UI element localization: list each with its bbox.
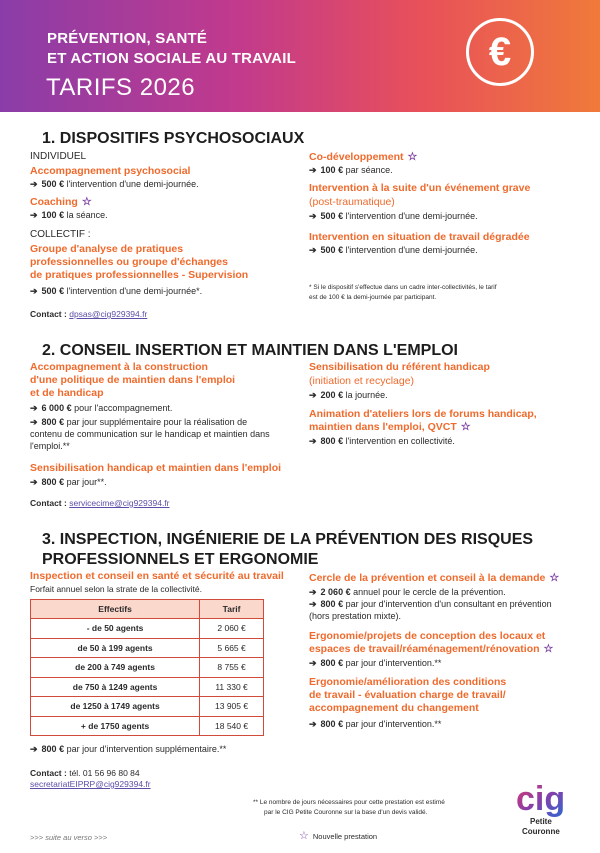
coaching-title: Coaching ☆: [30, 196, 92, 208]
section3-contact-email-line: [30, 779, 151, 790]
header-banner: [0, 0, 600, 112]
section3-contact: Contact : tél. 01 56 96 80 84: [30, 768, 140, 778]
header-title-line2: ET ACTION SOCIALE AU TRAVAIL: [47, 50, 296, 67]
suite-au-verso: >>> suite au verso >>>: [30, 833, 108, 842]
cercle-price2-line2: (hors prestation mixte).: [309, 611, 402, 621]
table-cell-effectifs: + de 1750 agents: [31, 716, 200, 736]
section1-contact: Contact : dpsas@cig929394.fr: [30, 309, 148, 319]
s2-animation-price: ➔ 800 € l'intervention en collectivité.: [309, 436, 455, 446]
s2-sensib-title: Sensibilisation handicap et maintien dans l'emploi: [30, 462, 282, 474]
section2-contact-email[interactable]: servicecime@cig929394.fr: [69, 498, 170, 508]
intgrave-price: ➔ 500 € l'intervention d'une demi-journée.: [309, 211, 478, 221]
table-row: [31, 716, 264, 736]
table-row: [31, 658, 264, 678]
table-row: [31, 697, 264, 717]
s2-accomp-title-line1: Accompagnement à la construction: [30, 361, 208, 373]
intgrave-title: Intervention à la suite d'un événement grave: [309, 182, 531, 194]
groupe-title-line3: de pratiques professionnelles - Supervision: [30, 269, 249, 281]
section2-contact: Contact : servicecime@cig929394.fr: [30, 498, 170, 508]
table-cell-tarif: 2 060 €: [200, 619, 264, 639]
table-row: [31, 619, 264, 639]
section1-title: 1. DISPOSITIFS PSYCHOSOCIAUX: [42, 130, 305, 147]
s2-animation-title-line1: Animation d'ateliers lors de forums handicap,: [309, 408, 537, 420]
s2-accomp-title-line3: et de handicap: [30, 387, 104, 399]
inspection-subtitle: Forfait annuel selon la strate de la collectivité.: [30, 584, 202, 594]
inspection-title: Inspection et conseil en santé et sécurité au travail: [30, 570, 284, 582]
cercle-price2: ➔ 800 € par jour d'intervention d'un consultant en prévention: [309, 599, 552, 609]
s2-animation-title-line2: maintien dans l'emploi, QVCT ☆: [309, 421, 471, 433]
s2-accomp-price2: ➔ 800 € par jour supplémentaire pour la réalisation de: [30, 417, 248, 427]
euro-icon: €: [466, 18, 534, 86]
table-row: [31, 638, 264, 658]
table-cell-tarif: 18 540 €: [200, 716, 264, 736]
footer-note-line1: ** Le nombre de jours nécessaires pour cette prestation est estimé: [253, 799, 445, 806]
table-cell-effectifs: de 200 à 749 agents: [31, 658, 200, 678]
table-cell-effectifs: - de 50 agents: [31, 619, 200, 639]
table-cell-tarif: 13 905 €: [200, 697, 264, 717]
table-header-tarif: Tarif: [200, 600, 264, 619]
section3-contact-email[interactable]: secretariatEIPRP@cig929394.fr: [30, 779, 151, 789]
table-header-effectifs: Effectifs: [31, 600, 200, 619]
table-cell-effectifs: de 50 à 199 agents: [31, 638, 200, 658]
legend: ☆ Nouvelle prestation: [299, 830, 378, 842]
ergo1-title-line2: espaces de travail/réaménagement/rénovation ☆: [309, 643, 554, 655]
cercle-title: Cercle de la prévention et conseil à la demande ☆: [309, 572, 560, 584]
s2-referent-subtitle: (initiation et recyclage): [309, 375, 415, 387]
collectif-label: COLLECTIF :: [30, 229, 91, 240]
ergo2-title-line1: Ergonomie/amélioration des conditions: [309, 676, 507, 688]
table-cell-effectifs: de 1250 à 1749 agents: [31, 697, 200, 717]
table-cell-effectifs: de 750 à 1249 agents: [31, 677, 200, 697]
s2-sensib-price: ➔ 800 € par jour**.: [30, 477, 107, 487]
new-star-icon: ☆: [299, 830, 309, 842]
codev-title: Co-développement ☆: [309, 151, 418, 163]
accomp-psycho-price: ➔ 500 € l'intervention d'une demi-journée.: [30, 179, 199, 189]
header-year: TARIFS 2026: [46, 74, 196, 101]
coaching-price: ➔ 100 € la séance.: [30, 210, 108, 220]
accomp-psycho-title: Accompagnement psychosocial: [30, 165, 191, 177]
table-header-row: [31, 600, 264, 619]
ergo2-price: ➔ 800 € par jour d'intervention.**: [309, 719, 442, 729]
new-star-icon: ☆: [543, 643, 554, 655]
supp-price: ➔ 800 € par jour d'intervention supplémentaire.**: [30, 744, 227, 754]
header-title-line1: PRÉVENTION, SANTÉ: [47, 30, 208, 47]
table-cell-tarif: 5 665 €: [200, 638, 264, 658]
s2-accomp-title-line2: d'une politique de maintien dans l'emploi: [30, 374, 236, 386]
section3-title-line2: PROFESSIONNELS ET ERGONOMIE: [42, 551, 319, 568]
table-cell-tarif: 8 755 €: [200, 658, 264, 678]
cercle-price1: ➔ 2 060 € annuel pour le cercle de la prévention.: [309, 587, 506, 597]
intgrave-subtitle: (post-traumatique): [309, 196, 395, 208]
svg-text:Petite: Petite: [530, 817, 552, 826]
svg-text:cig: cig: [516, 780, 566, 818]
s2-accomp-price1: ➔ 6 000 € pour l'accompagnement.: [30, 403, 173, 413]
footer-note-line2: par le CIG Petite Couronne sur la base d'un devis validé.: [264, 809, 428, 816]
new-star-icon: ☆: [81, 196, 92, 208]
cig-logo: [508, 776, 580, 840]
ergo2-title-line2: de travail - évaluation charge de travail/: [309, 689, 506, 701]
codev-price: ➔ 100 € par séance.: [309, 165, 393, 175]
svg-text:Couronne: Couronne: [522, 827, 560, 836]
section3-title-line1: 3. INSPECTION, INGÉNIERIE DE LA PRÉVENTION DES RISQUES: [42, 531, 534, 548]
section1-contact-email[interactable]: dpsas@cig929394.fr: [69, 309, 148, 319]
section2-title: 2. CONSEIL INSERTION ET MAINTIEN DANS L'EMPLOI: [42, 342, 458, 359]
s2-accomp-price2-line3: l'emploi.**: [30, 441, 70, 451]
groupe-title-line2: professionnelles ou groupe d'échanges: [30, 256, 228, 268]
new-star-icon: ☆: [407, 151, 418, 163]
individuel-label: INDIVIDUEL: [30, 151, 87, 162]
new-star-icon: ☆: [460, 421, 471, 433]
s2-referent-title: Sensibilisation du référent handicap: [309, 361, 490, 373]
new-star-icon: ☆: [549, 572, 560, 584]
s2-referent-price: ➔ 200 € la journée.: [309, 390, 388, 400]
degrade-title: Intervention en situation de travail dégradée: [309, 231, 530, 243]
table-row: [31, 677, 264, 697]
degrade-price: ➔ 500 € l'intervention d'une demi-journée.: [309, 245, 478, 255]
groupe-price: ➔ 500 € l'intervention d'une demi-journée*.: [30, 286, 203, 296]
ergo1-price: ➔ 800 € par jour d'intervention.**: [309, 658, 442, 668]
section1-note-line1: * Si le dispositif s'effectue dans un cadre inter-collectivités, le tarif: [309, 284, 497, 291]
tarifs-table: [30, 599, 264, 736]
section1-note-line2: est de 100 € la demi-journée par participant.: [309, 294, 437, 301]
ergo1-title-line1: Ergonomie/projets de conception des locaux et: [309, 630, 546, 642]
table-cell-tarif: 11 330 €: [200, 677, 264, 697]
ergo2-title-line3: accompagnement du changement: [309, 702, 479, 714]
groupe-title-line1: Groupe d'analyse de pratiques: [30, 243, 184, 255]
s2-accomp-price2-line2: contenu de communication sur le handicap et maintien dans: [30, 429, 270, 439]
